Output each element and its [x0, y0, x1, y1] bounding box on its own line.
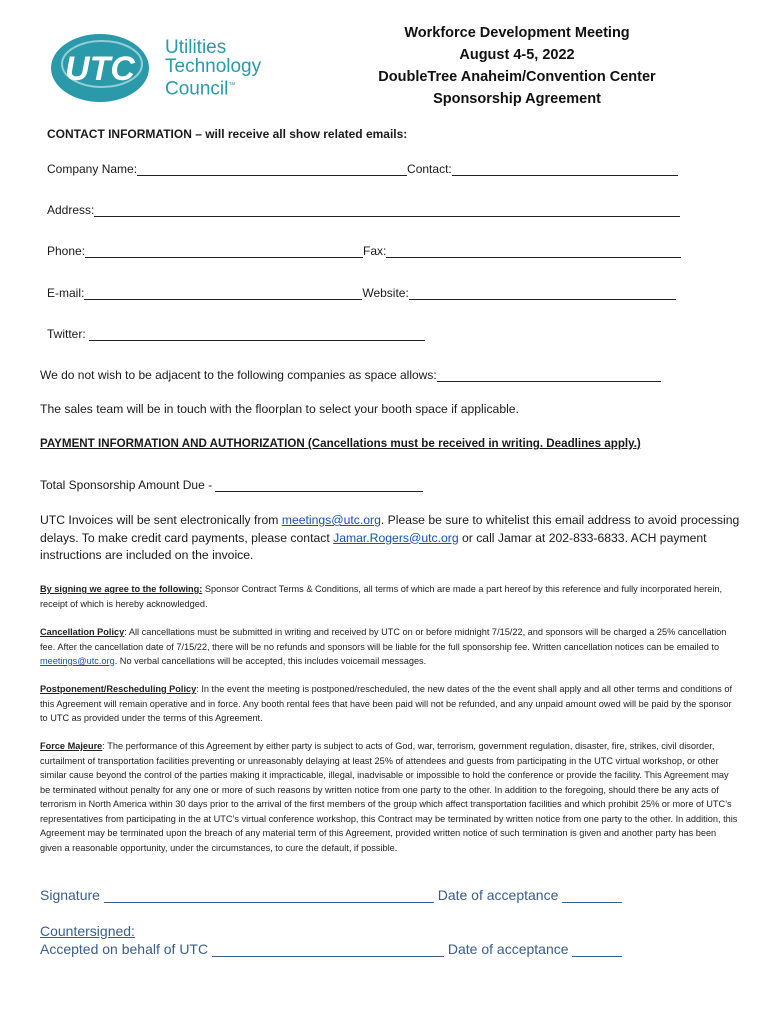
logo-wordmark	[165, 38, 261, 98]
title-meeting: Workforce Development Meeting	[404, 25, 630, 41]
jamar-email-link[interactable]: Jamar.Rogers@utc.org	[333, 530, 459, 545]
fax-label: Fax:	[363, 244, 387, 258]
title-venue: DoubleTree Anaheim/Convention Center	[378, 69, 656, 85]
date-acceptance-field[interactable]	[562, 887, 622, 903]
adjacent-label: We do not wish to be adjacent to the following companies as space allows:	[40, 368, 437, 382]
force-majeure	[40, 739, 740, 855]
phone-label: Phone:	[47, 244, 86, 258]
contact-field[interactable]	[452, 162, 678, 176]
phone-field[interactable]	[85, 244, 363, 258]
total-label: Total Sponsorship Amount Due -	[40, 478, 216, 492]
company-name-field[interactable]	[137, 162, 407, 176]
countersigned-label	[40, 923, 135, 939]
document-title	[352, 22, 682, 110]
email-website-row	[47, 286, 676, 300]
address-row	[47, 203, 680, 217]
adjacent-row	[40, 368, 661, 382]
utc-signature-row	[40, 941, 622, 957]
date-acceptance-field-2[interactable]	[572, 941, 622, 957]
utc-logo	[50, 30, 290, 108]
cancellation-policy	[40, 625, 740, 669]
contact-heading: CONTACT INFORMATION – will receive all show related emails:	[47, 127, 408, 141]
cancellation-email-link[interactable]: meetings@utc.org	[40, 656, 115, 666]
address-label: Address:	[47, 203, 95, 217]
adjacent-field[interactable]	[437, 368, 661, 382]
logo-word-2: Technology	[165, 56, 262, 77]
signature-field[interactable]	[104, 887, 434, 903]
signature-label: Signature	[40, 887, 104, 903]
fax-field[interactable]	[386, 244, 681, 258]
cancellation-text: : All cancellations must be submitted in writing and received by UTC on or before midnight 7/15/22, and sponsors will be charged a 25% cancellation fee. After the cancellation date of 7/15/22, there will be no refunds and sponsors will be liable for the full sponsorship fee. Written cancellation notices can be emailed to	[40, 627, 727, 652]
behalf-label: Accepted on behalf of UTC	[40, 941, 212, 957]
floorplan-note: The sales team will be in touch with the floorplan to select your booth space if applicable.	[40, 402, 519, 416]
signing-text: Sponsor Contract Terms & Conditions, all terms of which are made a part hereof by this reference and fully incorporated herein, receipt of which is hereby acknowledged.	[40, 584, 723, 609]
email-field[interactable]	[84, 286, 362, 300]
website-field[interactable]	[409, 286, 676, 300]
invoice-paragraph	[40, 512, 740, 565]
svg-text:UTC: UTC	[65, 50, 135, 88]
address-field[interactable]	[94, 203, 680, 217]
postponement-text: : In the event the meeting is postponed/rescheduled, the new dates of the the event shall apply and all other terms and conditions of this Agreement will remain operative and in force. Any booth rental fees that have been paid will not be refunded, and any unpaid amount owed will be paid by the sponsor to UTC as provided under the terms of this Agreement.	[40, 684, 732, 723]
utc-logo-mark-icon	[50, 30, 160, 104]
company-name-label: Company Name:	[47, 162, 138, 176]
date-acceptance-label: Date of acceptance	[433, 887, 563, 903]
twitter-field[interactable]	[89, 327, 425, 341]
logo-word-3: Council™	[165, 78, 236, 100]
total-amount-field[interactable]	[215, 478, 423, 492]
logo-word-1: Utilities	[165, 37, 227, 58]
cancellation-text-2: . No verbal cancellations will be accepted, this includes voicemail messages.	[114, 656, 427, 666]
company-contact-row	[47, 162, 678, 176]
website-label: Website:	[362, 286, 409, 300]
twitter-label: Twitter:	[47, 327, 90, 341]
invoice-text-1: UTC Invoices will be sent electronically from	[40, 513, 282, 527]
phone-fax-row	[47, 244, 681, 258]
title-agreement: Sponsorship Agreement	[433, 91, 601, 107]
cancellation-label: Cancellation Policy	[40, 627, 125, 637]
invoice-text-2: . Please be sure to whitelist this email address to avoid processing delays. To make credit card payments, please contact	[40, 513, 740, 545]
payment-heading: PAYMENT INFORMATION AND AUTHORIZATION (Cancellations must be received in writing. Deadlines apply.)	[40, 437, 641, 450]
force-majeure-text: : The performance of this Agreement by either party is subject to acts of God, war, terrorism, government regulation, disaster, fire, strikes, civil disorder, curtailment of transportation facilities preventing or unreasonably delaying at least 25% of attendees and guests from participating in the UTC virtual workshop, or other similar cause beyond the control of the parties making it impracticable, illegal, inadvisable or impossible to hold the conference or provide the facility. This Agreement may be terminated without penalty for any one or more of such reasons by written notice from one party to the other. In addition to the foregoing, should there be any acts of terrorism in North America within 30 days prior to the arrival of the first members of the group which affect transportation facilities and which prohibit 25% or more of UTC’s representatives from participating in the at UTC’s virtual conference workshop, this Contract may be terminated by written notice from one party to the other. In addition, this Agreement may be terminated upon the breach of any material term of this Agreement, provided written notice of such termination is given and another party has been given a reasonable opportunity, under the circumstances, to cure the default, if possible.	[40, 741, 738, 853]
signature-row	[40, 887, 622, 903]
utc-signature-field[interactable]	[212, 941, 444, 957]
date-acceptance-label-2: Date of acceptance	[444, 941, 573, 957]
invoice-email-link[interactable]: meetings@utc.org	[281, 513, 381, 527]
force-majeure-label: Force Majeure	[40, 741, 103, 751]
title-date: August 4-5, 2022	[459, 47, 575, 63]
countersigned-text: Countersigned:	[40, 923, 135, 939]
twitter-row	[47, 327, 425, 341]
total-row	[40, 478, 423, 492]
contact-label: Contact:	[407, 162, 452, 176]
postponement-label: Postponement/Rescheduling Policy	[40, 684, 197, 694]
signing-terms	[40, 582, 740, 611]
postponement-policy	[40, 682, 740, 726]
invoice-text-3: or call Jamar at 202-833-6833. ACH payment instructions are included on the invoice.	[40, 530, 707, 562]
email-label: E-mail:	[47, 286, 85, 300]
signing-label: By signing we agree to the following:	[40, 584, 203, 594]
